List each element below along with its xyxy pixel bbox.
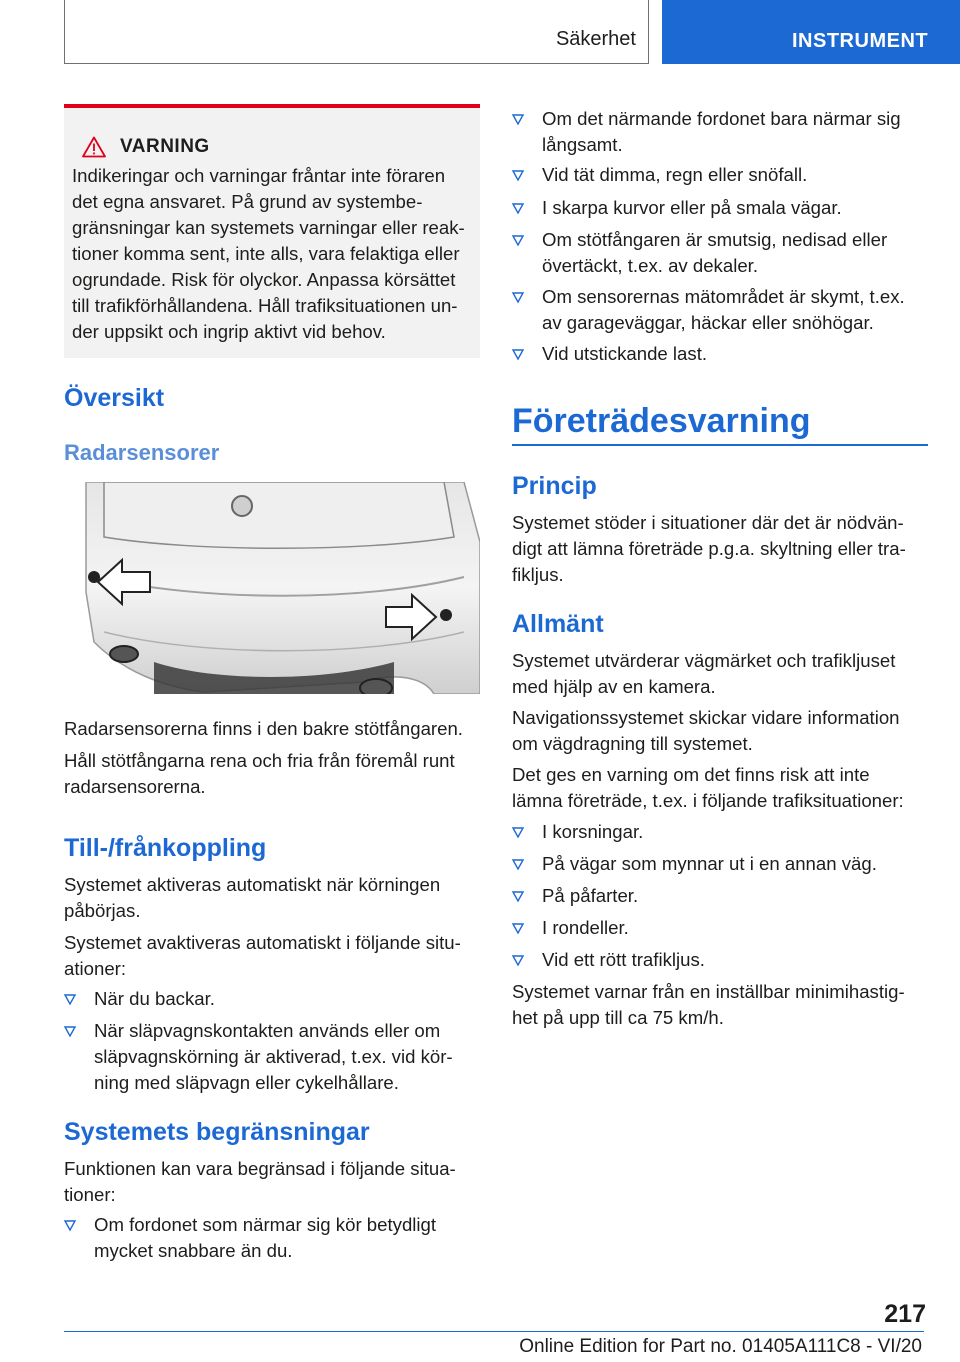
chapter-title: Företrädesvarning xyxy=(512,402,811,440)
bullet-triangle-icon xyxy=(512,890,524,902)
list-item xyxy=(512,883,928,909)
title-divider xyxy=(512,444,928,446)
paragraph-line: Funktionen kan vara begränsad i följande situa- xyxy=(64,1158,456,1179)
list-item-line: släpvagnskörning är aktiverad, t.ex. vid kör- xyxy=(94,1046,453,1067)
paragraph-line: Systemet aktiveras automatiskt när körningen xyxy=(64,874,441,895)
list-item-line: Om det närmande fordonet bara närmar sig xyxy=(542,108,901,129)
overview-heading: Översikt xyxy=(64,384,165,412)
principle-paragraph xyxy=(512,510,928,588)
warning-line: Indikeringar och varningar fråntar inte föraren xyxy=(72,165,446,186)
bullet-triangle-icon xyxy=(512,858,524,870)
bullet-triangle-icon xyxy=(512,169,524,181)
paragraph-line: ationer: xyxy=(64,958,127,979)
list-item-text: Vid ett rött trafikljus. xyxy=(542,949,705,970)
general-heading: Allmänt xyxy=(512,610,604,638)
bullet-triangle-icon xyxy=(64,1025,76,1037)
radar-paragraph-2 xyxy=(64,748,480,800)
paragraph-line: radarsensorerna. xyxy=(64,776,206,797)
list-item xyxy=(512,947,928,973)
header-section-label: Säkerhet xyxy=(555,28,636,50)
paragraph-line: tioner: xyxy=(64,1184,116,1205)
warning-line: gränsningar kan systemets varningar eller reak- xyxy=(72,217,465,238)
list-item xyxy=(512,819,928,845)
limits-heading: Systemets begränsningar xyxy=(64,1118,370,1146)
list-item-text: När du backar. xyxy=(94,988,215,1009)
list-item-line: av garageväggar, häckar eller snöhögar. xyxy=(542,312,874,333)
paragraph-line: lämna företräde, t.ex. i följande trafiksituationer: xyxy=(512,790,904,811)
paragraph-line: het på upp till ca 75 km/h. xyxy=(512,1007,724,1028)
list-item-line: mycket snabbare än du. xyxy=(94,1240,293,1261)
warning-triangle-icon xyxy=(82,136,106,158)
toggle-paragraph-1 xyxy=(64,872,480,924)
warning-line: ogrundade. Risk för olyckor. Anpassa körsättet xyxy=(72,269,456,290)
list-item-text: Vid tät dimma, regn eller snöfall. xyxy=(542,164,808,185)
bullet-triangle-icon xyxy=(512,202,524,214)
bullet-triangle-icon xyxy=(512,291,524,303)
paragraph-line: Håll stötfångarna rena och fria från föremål runt xyxy=(64,750,455,771)
radar-heading: Radarsensorer xyxy=(64,440,220,465)
list-item xyxy=(512,284,928,336)
list-item-text: På vägar som mynnar ut i en annan väg. xyxy=(542,853,877,874)
paragraph-line: fikljus. xyxy=(512,564,564,585)
bullet-triangle-icon xyxy=(512,113,524,125)
warning-line: till trafikförhållandena. Håll trafiksituationen un- xyxy=(72,295,458,316)
list-item xyxy=(64,1212,480,1264)
paragraph-line: digt att lämna företräde p.g.a. skyltning eller tra- xyxy=(512,538,906,559)
bullet-triangle-icon xyxy=(512,922,524,934)
list-item xyxy=(512,195,928,221)
list-item-line: Om fordonet som närmar sig kör betydligt xyxy=(94,1214,437,1235)
bullet-triangle-icon xyxy=(512,954,524,966)
radar-paragraph-1: Radarsensorerna finns i den bakre stötfångaren. xyxy=(64,718,463,739)
paragraph-line: med hjälp av en kamera. xyxy=(512,676,716,697)
bullet-triangle-icon xyxy=(512,826,524,838)
bullet-triangle-icon xyxy=(64,1219,76,1231)
general-paragraph-2 xyxy=(512,705,928,757)
list-item-text: I rondeller. xyxy=(542,917,629,938)
warning-text xyxy=(72,163,470,345)
warning-line: det egna ansvaret. På grund av systembe- xyxy=(72,191,423,212)
list-item xyxy=(64,986,480,1012)
toggle-heading: Till-/frånkoppling xyxy=(64,834,267,862)
paragraph-line: Det ges en varning om det finns risk att inte xyxy=(512,764,870,785)
footer-divider xyxy=(64,1331,924,1332)
list-item xyxy=(512,851,928,877)
list-item-text: På påfarter. xyxy=(542,885,639,906)
paragraph-line: om vägdragning till systemet. xyxy=(512,733,753,754)
list-item-text: I korsningar. xyxy=(542,821,644,842)
paragraph-line: påbörjas. xyxy=(64,900,141,921)
principle-heading: Princip xyxy=(512,472,597,500)
general-paragraph-1 xyxy=(512,648,928,700)
list-item-line: övertäckt, t.ex. av dekaler. xyxy=(542,255,758,276)
list-item xyxy=(512,341,928,367)
paragraph-line: Systemet avaktiveras automatiskt i följande situ- xyxy=(64,932,461,953)
warning-line: tioner komma sent, inte alls, vara felaktiga eller xyxy=(72,243,460,264)
rear-bumper-figure xyxy=(64,482,480,694)
paragraph-line: Systemet stöder i situationer där det är nödvän- xyxy=(512,512,904,533)
toggle-paragraph-2 xyxy=(64,930,480,982)
warning-line: der uppsikt och ingrip aktivt vid behov. xyxy=(72,321,386,342)
bullet-triangle-icon xyxy=(512,348,524,360)
list-item-line: Om stötfångaren är smutsig, nedisad eller xyxy=(542,229,888,250)
header-chapter-tab[interactable]: INSTRUMENT xyxy=(662,0,960,64)
warning-title: VARNING xyxy=(120,136,210,157)
list-item xyxy=(512,162,928,188)
list-item-line: långsamt. xyxy=(542,134,623,155)
limits-paragraph xyxy=(64,1156,480,1208)
list-item-line: När släpvagnskontakten används eller om xyxy=(94,1020,441,1041)
bullet-triangle-icon xyxy=(64,993,76,1005)
paragraph-line: Navigationssystemet skickar vidare information xyxy=(512,707,900,728)
page-number: 217 xyxy=(884,1300,926,1328)
bullet-triangle-icon xyxy=(512,234,524,246)
list-item-text: I skarpa kurvor eller på smala vägar. xyxy=(542,197,842,218)
paragraph-line: Systemet varnar från en inställbar minimihastig- xyxy=(512,981,905,1002)
list-item xyxy=(512,915,928,941)
list-item xyxy=(512,106,928,158)
paragraph-line: Systemet utvärderar vägmärket och trafikljuset xyxy=(512,650,896,671)
list-item-text: Vid utstickande last. xyxy=(542,343,708,364)
general-paragraph-4 xyxy=(512,979,928,1031)
warning-heading xyxy=(72,136,470,158)
edition-footer: Online Edition for Part no. 01405A111C8 - VI/20 xyxy=(519,1336,922,1357)
list-item xyxy=(64,1018,480,1096)
list-item xyxy=(512,227,928,279)
list-item-line: ning med släpvagn eller cykelhållare. xyxy=(94,1072,399,1093)
general-paragraph-3 xyxy=(512,762,928,814)
car-rear-illustration xyxy=(64,482,480,694)
warning-box xyxy=(64,104,480,358)
list-item-line: Om sensorernas mätområdet är skymt, t.ex. xyxy=(542,286,905,307)
